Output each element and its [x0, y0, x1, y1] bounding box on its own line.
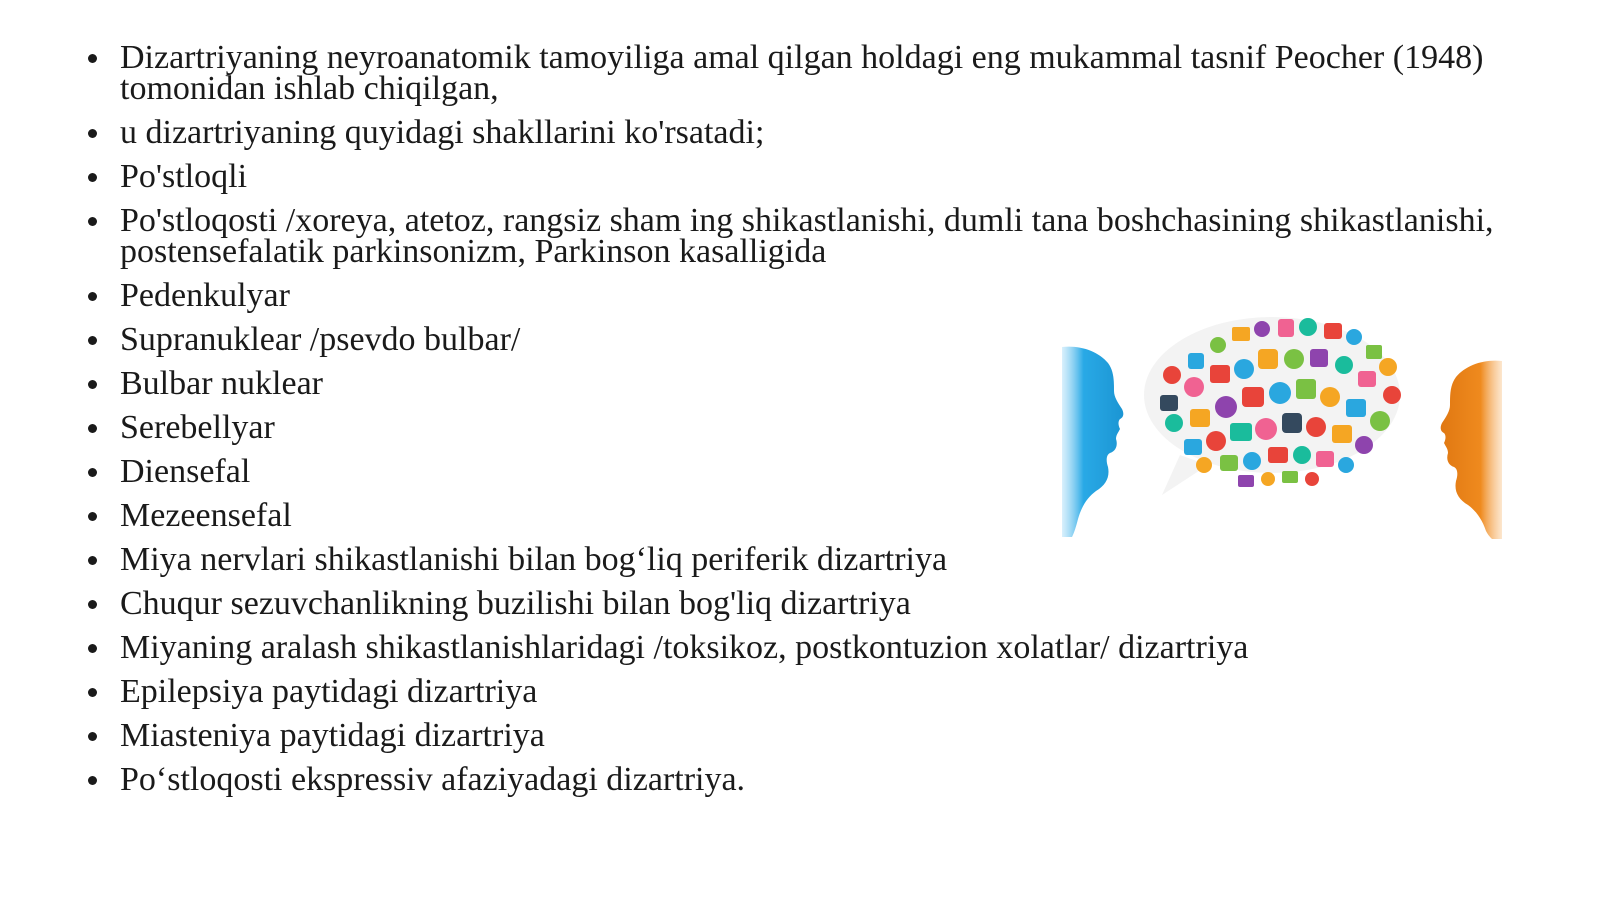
conversation-illustration [1062, 305, 1502, 541]
bullet-dot [88, 644, 97, 653]
list-item-text: Bulbar nuklear [120, 365, 323, 402]
bullet-dot [88, 556, 97, 565]
list-item [88, 202, 1508, 270]
list-item [88, 114, 1508, 151]
bullet-dot [88, 688, 97, 697]
bullet-dot [88, 217, 97, 226]
bullet-dot [88, 292, 97, 301]
bullet-dot [88, 424, 97, 433]
list-item [88, 761, 1508, 798]
list-item [88, 673, 1508, 710]
list-item [88, 629, 1508, 666]
bullet-dot [88, 600, 97, 609]
list-item [88, 39, 1508, 107]
list-item-text: Supranuklear /psevdo bulbar/ [120, 321, 521, 358]
list-item-text: Miyaning aralash shikastlanishlaridagi /toksikoz, postkontuzion xolatlar/ dizartriya [120, 629, 1249, 666]
list-item-text: Diensefal [120, 453, 251, 490]
list-item-text: Po‘stloqosti ekspressiv afaziyadagi dizartriya. [120, 761, 746, 798]
list-item [88, 585, 1508, 622]
list-item-text: Miya nervlari shikastlanishi bilan bog‘liq periferik dizartriya [120, 541, 948, 578]
bullet-dot [88, 732, 97, 741]
bullet-dot [88, 173, 97, 182]
list-item-text: Miasteniya paytidagi dizartriya [120, 717, 545, 754]
list-item-text: Serebellyar [120, 409, 275, 446]
list-item-text: Po'stloqosti /xoreya, atetoz, rangsiz sham ing shikastlanishi, dumli tana boshchasining shikastlanishi, postensefalatik parkinsonizm, Parkinson kasalligida [120, 202, 1494, 270]
list-item-text: Dizartriyaning neyroanatomik tamoyiliga amal qilgan holdagi eng mukammal tasnif Peocher (1948) tomonidan ishlab chiqilgan, [120, 39, 1484, 107]
bullet-dot [88, 512, 97, 521]
bullet-dot [88, 129, 97, 138]
list-item [88, 717, 1508, 754]
bullet-dot [88, 776, 97, 785]
list-item-text: Pedenkulyar [120, 277, 290, 314]
list-item-text: Epilepsiya paytidagi dizartriya [120, 673, 538, 710]
list-item [88, 541, 1508, 578]
list-item [88, 158, 1508, 195]
list-item-text: Mezeensefal [120, 497, 292, 534]
list-item-text: Chuqur sezuvchanlikning buzilishi bilan bog'liq dizartriya [120, 585, 911, 622]
bullet-dot [88, 468, 97, 477]
bullet-dot [88, 380, 97, 389]
right-head-icon [1441, 361, 1502, 539]
list-item-text: Po'stloqli [120, 158, 248, 195]
list-item-text: u dizartriyaning quyidagi shakllarini ko'rsatadi; [120, 114, 765, 151]
bullet-dot [88, 54, 97, 63]
bullet-dot [88, 336, 97, 345]
left-head-icon [1062, 347, 1123, 537]
